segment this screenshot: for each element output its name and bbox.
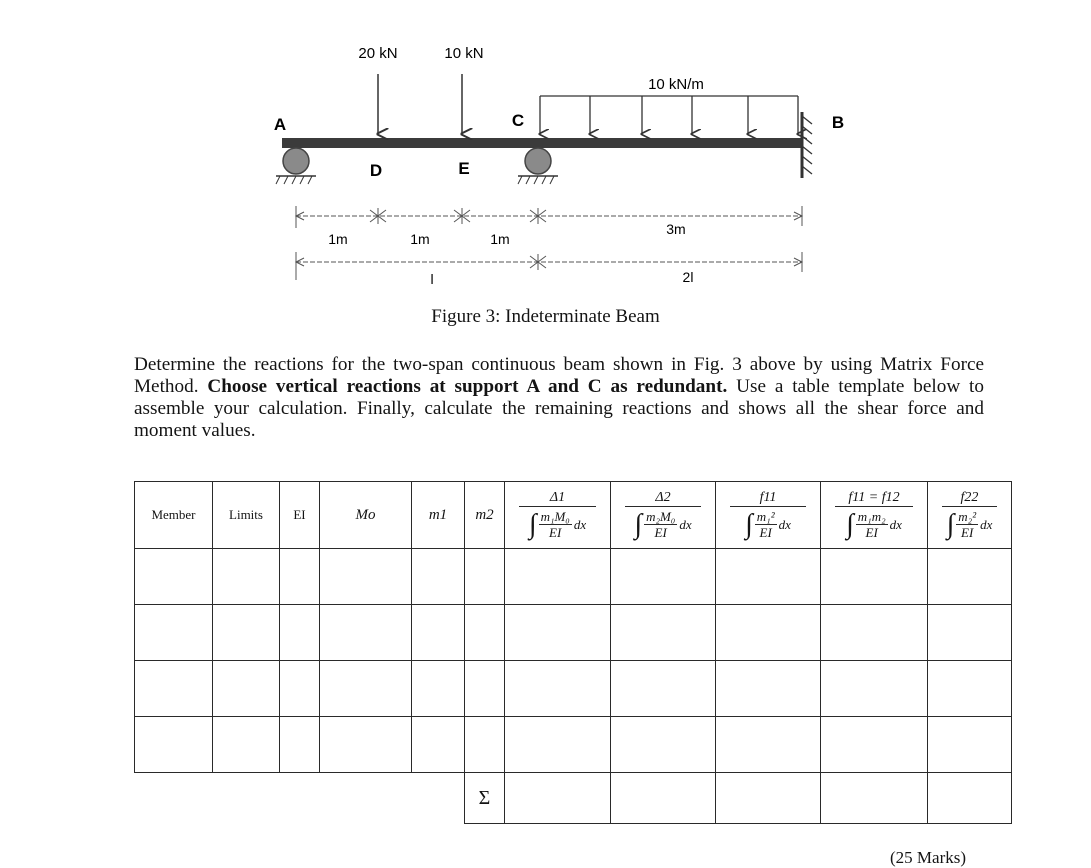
roller-support-a <box>276 148 316 184</box>
f22-integral-expression: ∫ $\frac{\text{m₂²}}{EI}$ dx <box>946 508 993 540</box>
table-cell[interactable] <box>505 661 611 717</box>
beam <box>282 138 802 148</box>
beam-diagram <box>0 0 1091 340</box>
fixed-support-b <box>802 112 812 178</box>
table-cell[interactable] <box>505 605 611 661</box>
load-label-10kn: 10 kN <box>444 45 484 62</box>
table-cell[interactable] <box>412 717 465 773</box>
table-row <box>135 605 1012 661</box>
header-delta1 <box>505 482 611 549</box>
header-m1: m1 <box>412 482 465 549</box>
table-cell[interactable] <box>280 717 320 773</box>
point-label-d: D <box>369 161 383 180</box>
sum-cell-f22[interactable] <box>928 773 1012 824</box>
dimension-label-4: 3m <box>666 221 686 237</box>
calculation-table <box>134 481 1012 824</box>
distributed-load-arrows <box>540 96 798 134</box>
blank-cell <box>412 773 465 824</box>
f11-integral-expression: ∫ $\frac{\text{m₁²}}{EI}$ dx <box>745 508 791 540</box>
table-cell[interactable] <box>213 661 280 717</box>
problem-text-part2: Use a table template below to assemble your calculation. Finally, calculate the remaining reactions and shows all the shear force and moment values. <box>134 376 984 441</box>
table-cell[interactable] <box>320 717 412 773</box>
sum-cell-delta1[interactable] <box>505 773 611 824</box>
header-f22-symbol: f22 <box>942 490 997 507</box>
header-ei: EI <box>280 482 320 549</box>
dimension-line-bottom <box>296 252 802 280</box>
table-cell[interactable] <box>716 549 821 605</box>
table-cell[interactable] <box>320 605 412 661</box>
delta2-integral-expression: ∫ $\frac{\text{m₂M₀}}{EI}$ dx <box>634 508 692 540</box>
table-cell[interactable] <box>213 717 280 773</box>
table-cell[interactable] <box>928 717 1012 773</box>
table-cell[interactable] <box>821 717 928 773</box>
sum-cell-f11[interactable] <box>716 773 821 824</box>
beam-figure <box>0 0 1091 340</box>
blank-cell <box>320 773 412 824</box>
table-cell[interactable] <box>465 549 505 605</box>
table-cell[interactable] <box>928 661 1012 717</box>
sum-symbol: Σ <box>465 773 505 824</box>
header-f12-symbol: f11 = f12 <box>835 490 913 507</box>
header-mo: Mo <box>320 482 412 549</box>
header-limits: Limits <box>213 482 280 549</box>
table-cell[interactable] <box>412 549 465 605</box>
header-delta2-symbol: Δ2 <box>625 490 701 507</box>
header-f12 <box>821 482 928 549</box>
load-label-udl: 10 kN/m <box>648 76 704 93</box>
table-cell[interactable] <box>213 605 280 661</box>
delta1-integral-expression: ∫ $\frac{\text{m₁M₀}}{EI}$ dx <box>528 508 587 540</box>
blank-cell <box>135 773 213 824</box>
problem-text-part1: Determine the reactions for the two-span continuous beam shown in Fig. 3 above by using Matrix Force Method. <box>134 354 984 397</box>
header-f11-symbol: f11 <box>730 490 806 507</box>
table-header-row <box>135 482 1012 549</box>
table-cell[interactable] <box>611 661 716 717</box>
table-cell[interactable] <box>716 717 821 773</box>
dimension-label-1: 1m <box>328 231 348 247</box>
problem-text-bold: Choose vertical reactions at support A and C as redundant. <box>207 376 728 397</box>
table-cell[interactable] <box>280 661 320 717</box>
table-cell[interactable] <box>412 661 465 717</box>
table-cell[interactable] <box>135 717 213 773</box>
roller-support-c <box>518 148 558 184</box>
table-cell[interactable] <box>465 605 505 661</box>
table-cell[interactable] <box>280 605 320 661</box>
table-cell[interactable] <box>505 717 611 773</box>
table-cell[interactable] <box>135 661 213 717</box>
table-row <box>135 717 1012 773</box>
table-cell[interactable] <box>320 661 412 717</box>
header-delta2 <box>611 482 716 549</box>
point-label-b: B <box>831 113 845 132</box>
header-m2: m2 <box>465 482 505 549</box>
table-cell[interactable] <box>465 661 505 717</box>
span-label-2l: 2l <box>682 269 694 285</box>
table-cell[interactable] <box>928 549 1012 605</box>
blank-cell <box>280 773 320 824</box>
table-cell[interactable] <box>412 605 465 661</box>
dimension-label-2: 1m <box>410 231 430 247</box>
table-cell[interactable] <box>213 549 280 605</box>
span-label-l: l <box>430 271 434 287</box>
figure-caption: Figure 3: Indeterminate Beam <box>431 306 660 327</box>
table-cell[interactable] <box>611 717 716 773</box>
dimension-label-3: 1m <box>490 231 510 247</box>
blank-cell <box>213 773 280 824</box>
header-member: Member <box>135 482 213 549</box>
table-cell[interactable] <box>821 605 928 661</box>
table-cell[interactable] <box>716 661 821 717</box>
point-label-a: A <box>273 115 287 134</box>
table-cell[interactable] <box>320 549 412 605</box>
table-cell[interactable] <box>611 549 716 605</box>
sum-row <box>135 773 1012 824</box>
table-cell[interactable] <box>821 661 928 717</box>
f12-integral-expression: ∫ $\frac{\text{m₁m₂}}{EI}$ dx <box>846 508 902 540</box>
table-row <box>135 661 1012 717</box>
table-cell[interactable] <box>135 549 213 605</box>
sum-cell-f12[interactable] <box>821 773 928 824</box>
header-f11 <box>716 482 821 549</box>
table-cell[interactable] <box>928 605 1012 661</box>
table-cell[interactable] <box>465 717 505 773</box>
point-label-c: C <box>511 111 525 130</box>
table-cell[interactable] <box>821 549 928 605</box>
point-label-e: E <box>458 159 470 178</box>
table-row <box>135 549 1012 605</box>
header-delta1-symbol: Δ1 <box>519 490 596 507</box>
table-cell[interactable] <box>280 549 320 605</box>
dimension-line-top <box>296 206 802 228</box>
table-cell[interactable] <box>611 605 716 661</box>
table-cell[interactable] <box>135 605 213 661</box>
load-label-20kn: 20 kN <box>358 45 398 62</box>
marks-label: (25 Marks) <box>890 848 967 867</box>
sum-cell-delta2[interactable] <box>611 773 716 824</box>
problem-statement <box>134 354 984 442</box>
table-cell[interactable] <box>716 605 821 661</box>
header-f22 <box>928 482 1012 549</box>
table-cell[interactable] <box>505 549 611 605</box>
